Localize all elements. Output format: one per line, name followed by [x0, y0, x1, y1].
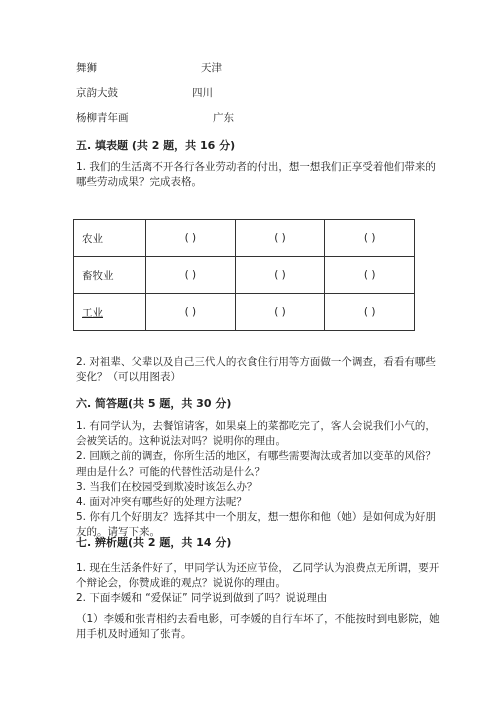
- row-label-animal-husbandry: 畜牧业: [74, 257, 146, 294]
- blank-cell[interactable]: ( ): [235, 220, 325, 257]
- blank-cell[interactable]: ( ): [146, 294, 236, 331]
- blank-cell[interactable]: ( ): [325, 294, 415, 331]
- question-line: 2. 下面李媛和 “爱保证” 同学说到做到了吗？说说理由: [76, 592, 328, 605]
- blank-cell[interactable]: ( ): [325, 257, 415, 294]
- question-line: 4. 面对冲突有哪些好的处理方法呢？: [76, 495, 247, 508]
- question-line: 2. 回顾之前的调查，你所生活的地区，有哪些需要淘汰或者加以变革的风俗？: [76, 450, 436, 463]
- blank-cell[interactable]: ( ): [325, 220, 415, 257]
- match-left-1: 舞狮: [76, 62, 97, 74]
- question-line: 1. 我们的生活离不开各行各业劳动者的付出，想一想我们正享受着他们带来的: [76, 161, 436, 173]
- row-label-agriculture: 农业: [74, 220, 146, 257]
- match-left-2: 京韵大鼓: [76, 87, 118, 99]
- short-answer-questions: [76, 419, 436, 541]
- question-line: 用手机及时通知了张青。: [76, 628, 192, 641]
- analysis-questions: [76, 561, 439, 607]
- section-heading-analysis: 七. 辨析题(共 2 题，共 14 分): [76, 536, 232, 549]
- question-line: 个辩论会，你赞成谁的观点？说说你的理由。: [76, 577, 286, 590]
- question-text: [76, 160, 436, 190]
- blank-cell[interactable]: ( ): [235, 294, 325, 331]
- question-line: 理由是什么？可能的代替性活动是什么？: [76, 465, 265, 478]
- question-line: 1. 现在生活条件好了，甲同学认为还应节俭， 乙同学认为浪费点无所谓，要开: [76, 562, 440, 574]
- question-line: 3. 当我们在校园受到欺凌时该怎么办？: [76, 480, 258, 493]
- question-line: 变化？（可以用图表）: [76, 371, 181, 384]
- labor-results-table: [73, 219, 415, 331]
- row-label-industry: 工业: [82, 306, 103, 319]
- question-line: 2. 对祖辈、父辈以及自己三代人的衣食住行用等方面做一个调查，看看有哪些: [76, 356, 436, 368]
- section-heading-fill-table: 五. 填表题 (共 2 题，共 16 分): [76, 139, 236, 152]
- match-right-1: 天津: [201, 62, 222, 74]
- blank-cell[interactable]: ( ): [146, 220, 236, 257]
- analysis-sub-question: [76, 612, 440, 642]
- question-line: 1. 有同学认为，去餐馆请客，如果桌上的菜都吃完了，客人会说我们小气的，: [76, 420, 436, 432]
- question-line: 会被笑话的。这种说法对吗？说明你的理由。: [76, 435, 286, 448]
- question-line: 友的。请写下来。: [76, 526, 160, 539]
- table-row: [74, 294, 415, 331]
- question-line: （1）李媛和张青相约去看电影，可李媛的自行车坏了，不能按时到电影院，她: [76, 613, 440, 625]
- match-right-2: 四川: [192, 87, 213, 99]
- blank-cell[interactable]: ( ): [146, 257, 236, 294]
- section-heading-short-answer: 六. 简答题(共 5 题，共 30 分): [76, 397, 232, 410]
- blank-cell[interactable]: ( ): [235, 257, 325, 294]
- match-left-3: 杨柳青年画: [76, 112, 129, 124]
- question-line: 5. 你有几个好朋友？选择其中一个朋友，想一想你和他（她）是如何成为好朋: [76, 511, 436, 524]
- table-row: [74, 257, 415, 294]
- question-text: [76, 355, 436, 385]
- match-right-3: 广东: [213, 112, 234, 124]
- table-row: [74, 220, 415, 257]
- question-line: 哪些劳动成果？完成表格。: [76, 176, 202, 189]
